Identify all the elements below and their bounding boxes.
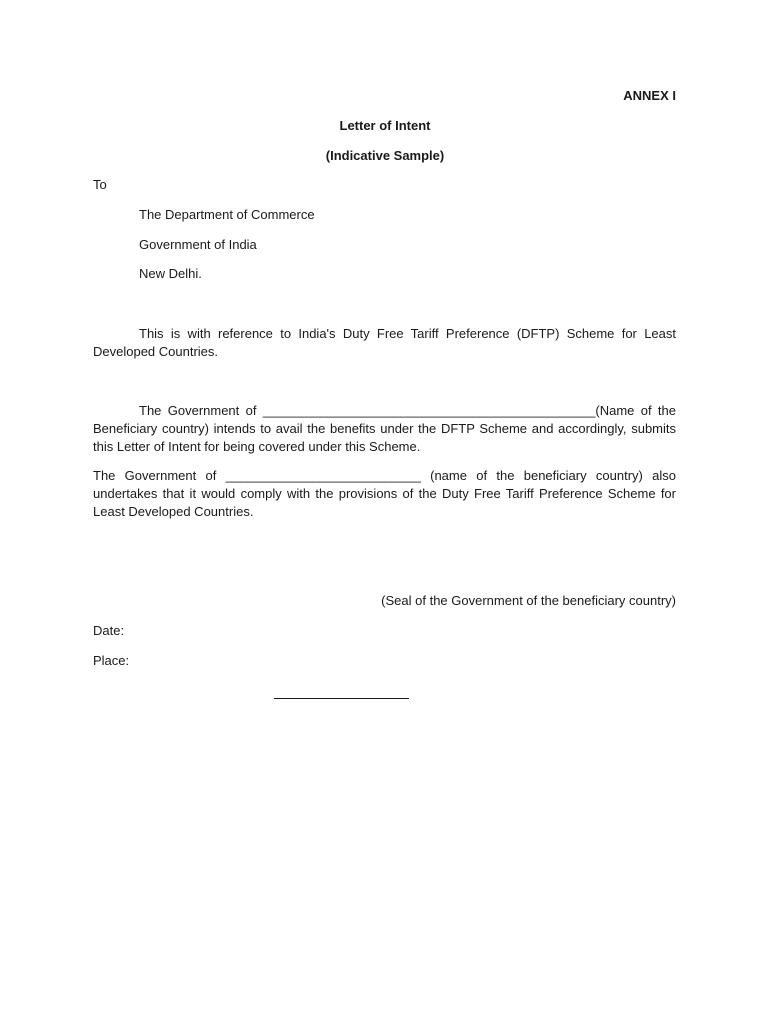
address-line-2: Government of India <box>139 237 257 252</box>
date-label: Date: <box>93 623 125 638</box>
paragraph-intent <box>93 402 676 456</box>
annex-label: ANNEX I <box>623 88 676 103</box>
seal-caption: (Seal of the Government of the beneficiary country) <box>381 593 676 608</box>
salutation: To <box>93 177 107 192</box>
document-subtitle: (Indicative Sample) <box>325 148 445 163</box>
paragraph-undertaking-text: The Government of ___________________________ (name of the beneficiary country) also undertakes that it would comply with the provisions of the Duty Free Tariff Preference Scheme for Least Developed Countries. <box>93 468 676 519</box>
signature-line <box>274 698 409 699</box>
paragraph-undertaking <box>93 467 676 521</box>
document-title: Letter of Intent <box>339 118 431 133</box>
address-line-1: The Department of Commerce <box>139 207 315 222</box>
paragraph-reference-text: This is with reference to India's Duty Free Tariff Preference (DFTP) Scheme for Least Developed Countries. <box>93 326 676 359</box>
place-label: Place: <box>93 653 130 668</box>
address-line-3: New Delhi. <box>139 266 202 281</box>
paragraph-intent-text: The Government of ______________________________________________(Name of the Beneficiary country) intends to avail the benefits under the DFTP Scheme and accordingly, submits this Letter of Intent for being covered under this Scheme. <box>93 403 676 454</box>
paragraph-reference <box>93 325 676 361</box>
